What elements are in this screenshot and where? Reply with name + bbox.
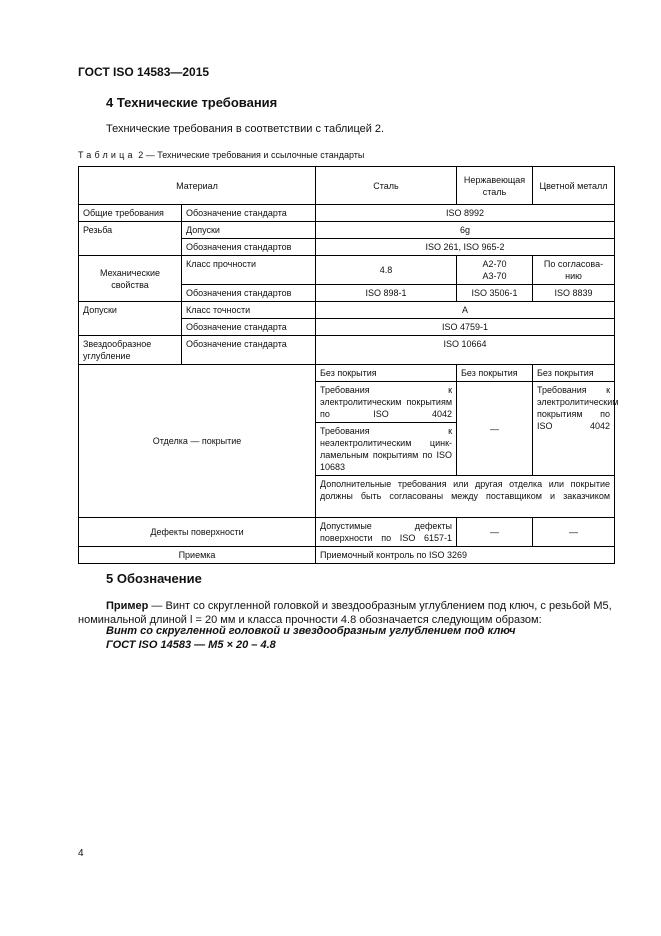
designation-line-1: Винт со скругленной головкой и звездообразным углублением под ключ <box>106 625 516 637</box>
steel-value: 4.8 <box>316 256 457 285</box>
table-caption-prefix: Таблица <box>78 150 136 160</box>
steel-electro-coating: Требования к электролитическим покрытиям по ISO 4042 <box>316 382 457 423</box>
table-caption-title: 2 — Технические требования и ссылочные стандарты <box>135 150 365 160</box>
row-param: Класс точности <box>182 302 316 319</box>
header-material: Материал <box>79 167 316 205</box>
table-row <box>79 547 615 564</box>
steel-defects: Допустимые дефекты поверхности по ISO 6157-1 <box>316 518 457 547</box>
row-param: Класс прочности <box>182 256 316 285</box>
row-param: Обозначение стандарта <box>182 319 316 336</box>
stainless-defects: — <box>457 518 533 547</box>
section-5-heading: 5 Обозначение <box>106 571 202 586</box>
requirements-table <box>78 166 619 564</box>
table-caption <box>78 150 364 160</box>
row-label: Приемка <box>79 547 316 564</box>
steel-nocoat: Без покрытия <box>316 365 457 382</box>
stainless-value <box>457 256 533 285</box>
row-label: Общие требования <box>79 205 182 222</box>
row-label: Отделка — покрытие <box>79 365 316 518</box>
row-param: Допуски <box>182 222 316 239</box>
row-value: ISO 261, ISO 965-2 <box>316 239 615 256</box>
example-label: Пример <box>106 600 149 612</box>
steel-nonelectro-coating: Требования к неэлектролитическим цинк-ламельным покрытиям по ISO 10683 <box>316 423 457 476</box>
table-header-row <box>79 167 615 205</box>
table-row <box>79 256 615 285</box>
section-4-heading: 4 Технические требования <box>106 95 278 110</box>
example-paragraph <box>78 599 614 627</box>
header-steel: Сталь <box>316 167 457 205</box>
nonferrous-electro-coating: Требования к электролитическим покрытиям по ISO 4042 <box>533 382 615 476</box>
row-label: Механические свойства <box>79 256 182 302</box>
row-param: Обозначения стандартов <box>182 285 316 302</box>
stainless-value: ISO 3506-1 <box>457 285 533 302</box>
page-number: 4 <box>78 848 84 859</box>
row-param: Обозначения стандартов <box>182 239 316 256</box>
row-param: Обозначение стандарта <box>182 205 316 222</box>
row-value: Приемочный контроль по ISO 3269 <box>316 547 615 564</box>
row-label: Резьба <box>79 222 182 256</box>
table-row <box>79 222 615 239</box>
row-value: A <box>316 302 615 319</box>
stainless-dash: — <box>457 382 533 476</box>
nonferrous-value: ISO 8839 <box>533 285 615 302</box>
example-text: — Винт со скругленной головкой и звездообразным углублением под ключ, с резьбой M5, номинальной длиной l = 20 мм и класса прочности 4.8 обозначается следующим образом: <box>78 600 612 626</box>
table-row <box>79 302 615 319</box>
steel-value: ISO 898-1 <box>316 285 457 302</box>
header-stainless: Нержавеющая сталь <box>457 167 533 205</box>
table-row <box>79 205 615 222</box>
row-param: Обозначение стандарта <box>182 336 316 365</box>
row-label: Допуски <box>79 302 182 336</box>
nonferrous-nocoat: Без покрытия <box>533 365 615 382</box>
row-label: Звездообразное углубление <box>79 336 182 365</box>
header-nonferrous: Цветной металл <box>533 167 615 205</box>
stainless-value-a: A2-70 <box>482 259 507 269</box>
row-value: ISO 4759-1 <box>316 319 615 336</box>
nonferrous-defects: — <box>533 518 615 547</box>
additional-finish-requirements: Дополнительные требования или другая отделка или покрытие должны быть согласованы между поставщиком и заказчиком <box>316 476 615 518</box>
table-row <box>79 365 615 382</box>
table-row <box>79 336 615 365</box>
row-value: ISO 8992 <box>316 205 615 222</box>
table-row <box>79 518 615 547</box>
document-header: ГОСТ ISO 14583—2015 <box>78 65 210 79</box>
designation-line-2: ГОСТ ISO 14583 — M5 × 20 – 4.8 <box>106 639 276 651</box>
row-label: Дефекты поверхности <box>79 518 316 547</box>
nonferrous-value: По согласова-нию <box>533 256 615 285</box>
section-4-text: Технические требования в соответствии с таблицей 2. <box>106 123 385 135</box>
row-value: 6g <box>316 222 615 239</box>
stainless-nocoat: Без покрытия <box>457 365 533 382</box>
stainless-value-b: A3-70 <box>482 271 507 281</box>
row-value: ISO 10664 <box>316 336 615 365</box>
